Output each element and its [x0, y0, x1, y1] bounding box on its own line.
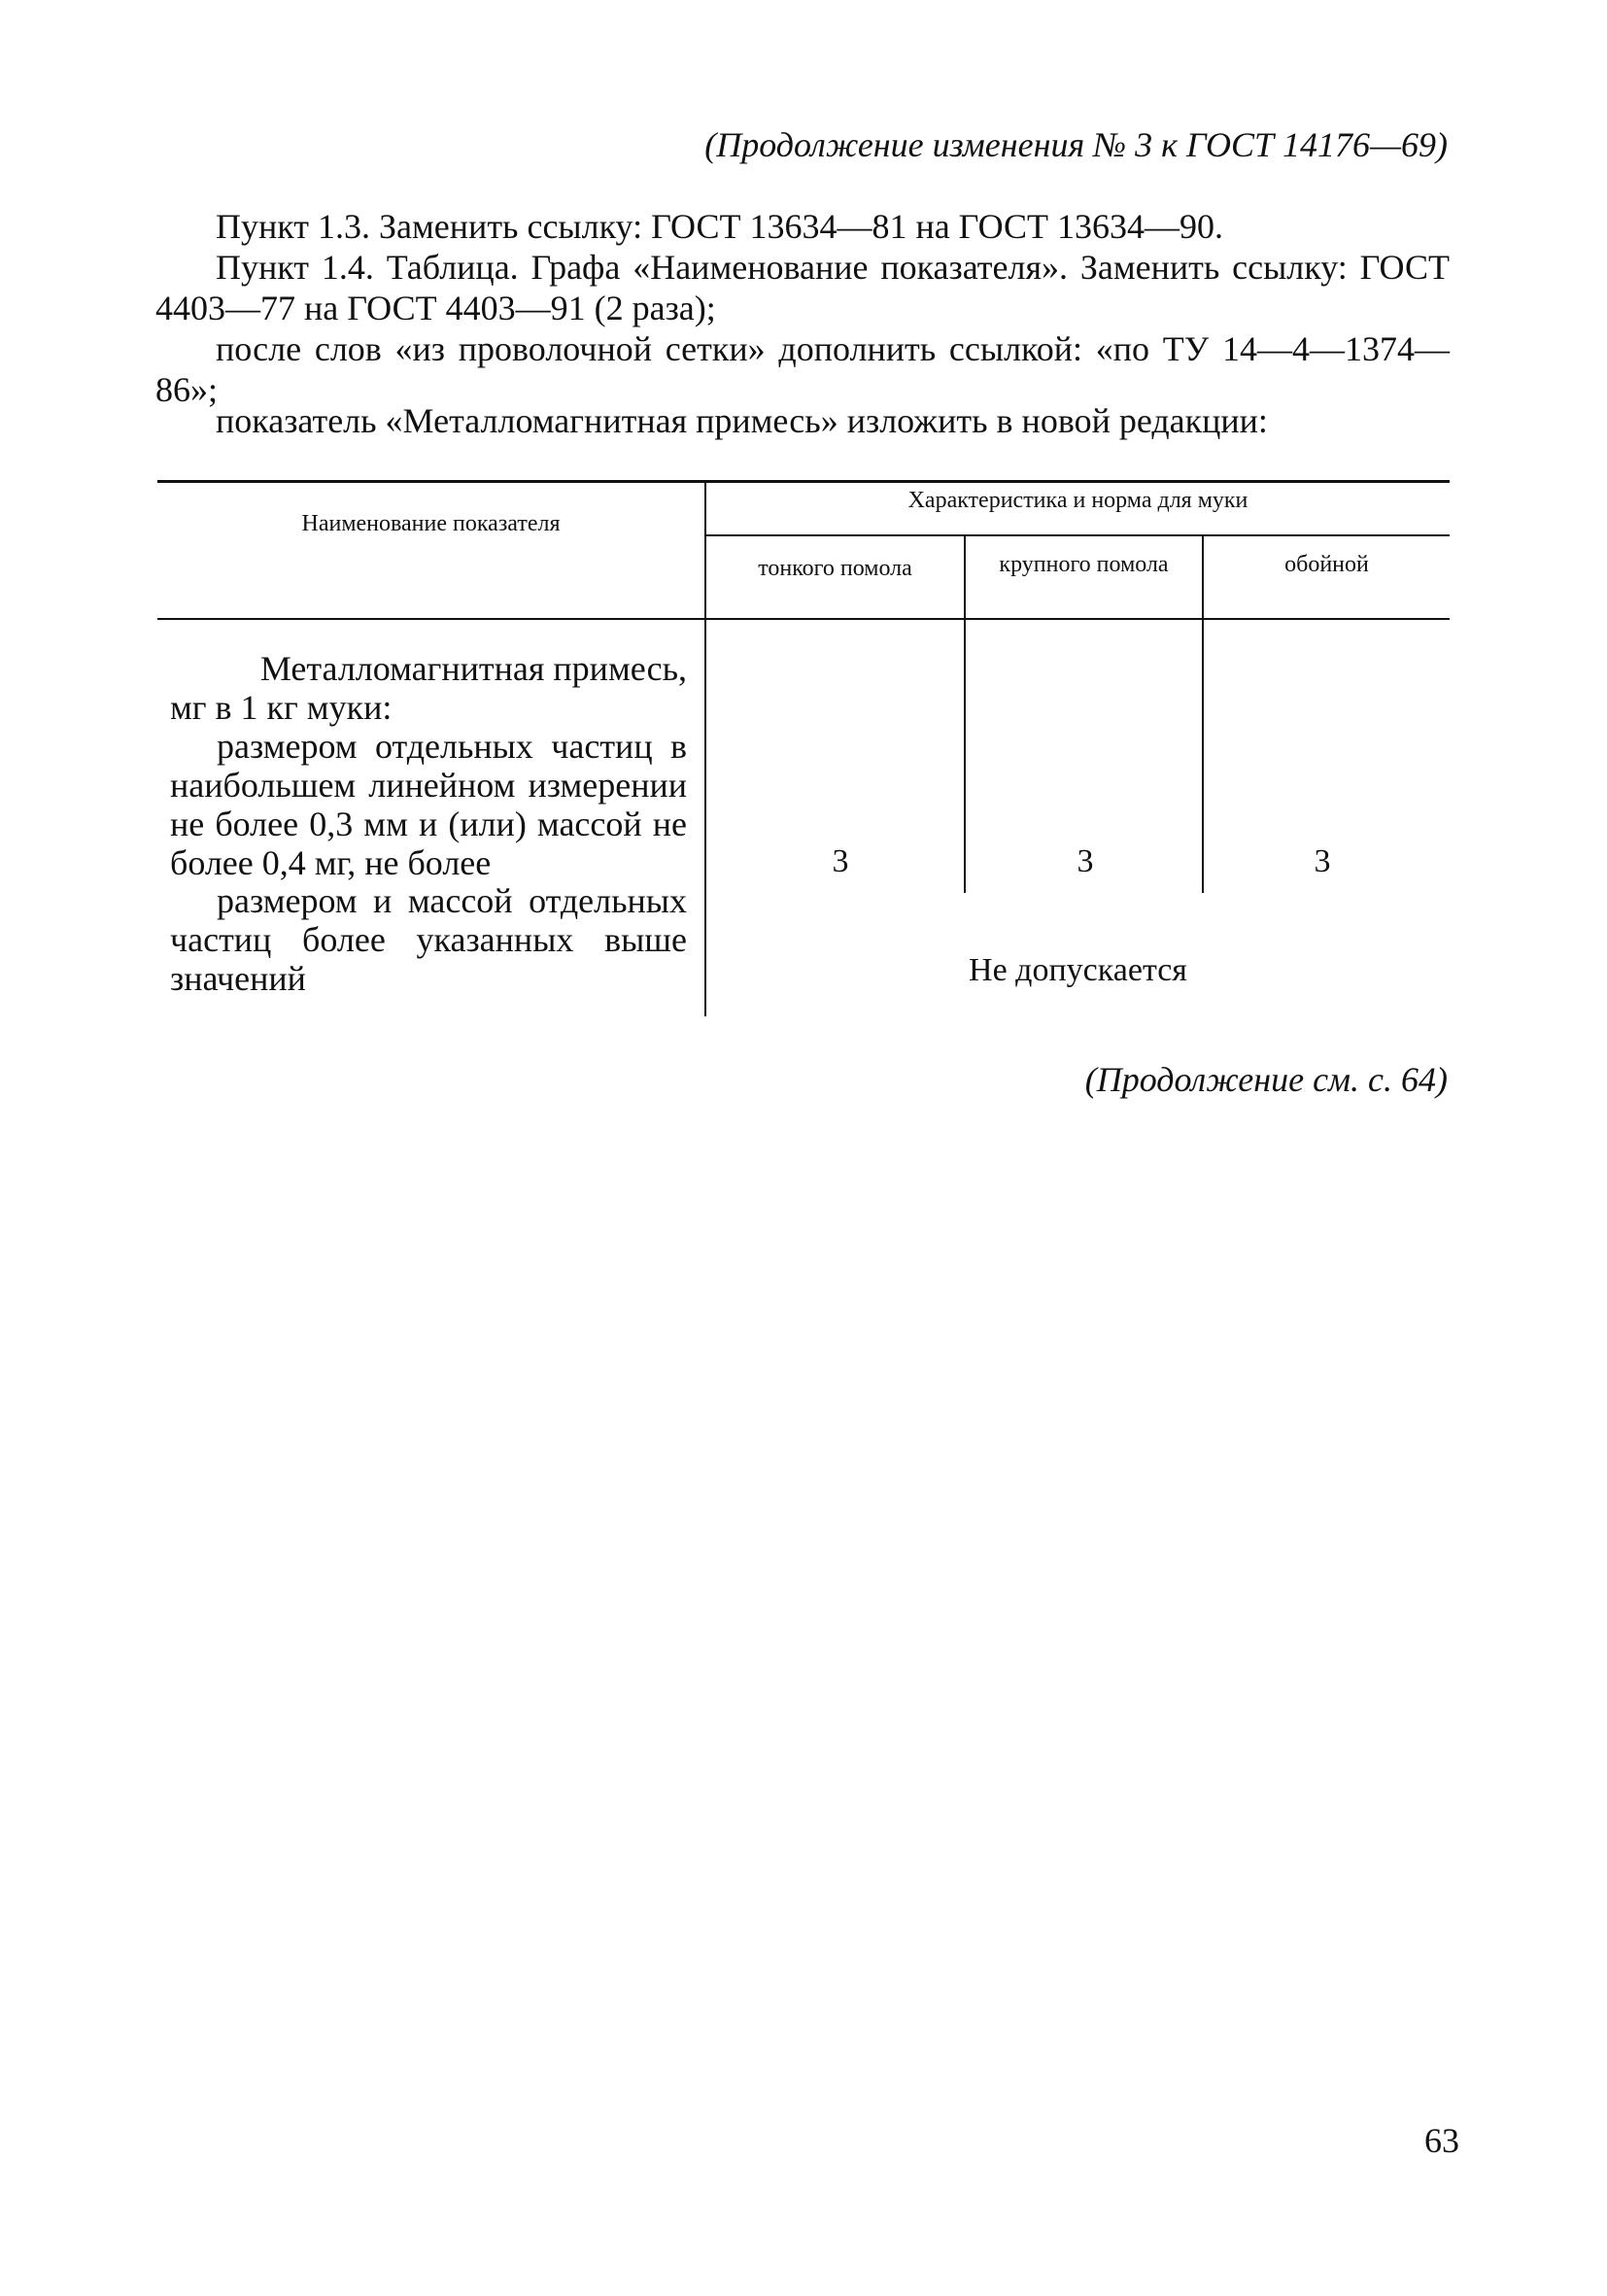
indicator-condition-small-text: размером отдельных частиц в наибольшем линейном измерении не более 0,3 мм и (или) массой не более 0,4 мг, не более	[170, 727, 687, 882]
table-header-bottom-rule	[157, 618, 1450, 620]
indicator-title-line2: мг в 1 кг муки:	[170, 688, 393, 727]
header-coarse-grinding: крупного помола	[999, 552, 1169, 577]
header-wholemeal: обойной	[1284, 552, 1369, 577]
indicator-title-line1: Металломагнитная примесь,	[259, 649, 687, 688]
table-top-rule	[157, 480, 1450, 483]
continuation-footer: (Продолжение см. с. 64)	[1084, 1060, 1448, 1099]
paragraph-reference-addition: после слов «из проволочной сетки» дополнить ссылкой: «по ТУ 14—4—1374—86»;	[155, 329, 1450, 409]
header-fine-grinding: тонкого помола	[758, 556, 912, 581]
header-characteristic-norm: Характеристика и норма для муки	[907, 488, 1248, 513]
indicator-condition-large	[170, 881, 687, 998]
paragraph-item-1-4: Пункт 1.4. Таблица. Графа «Наименование показателя». Заменить ссылку: ГОСТ 4403—77 на ГОСТ 4403—91 (2 раза);	[155, 248, 1450, 327]
page-number: 63	[1424, 2121, 1459, 2160]
value-wholemeal: 3	[1314, 843, 1331, 879]
indicator-condition-small	[170, 727, 687, 882]
paragraph-item-1-3: Пункт 1.3. Заменить ссылку: ГОСТ 13634—81 на ГОСТ 13634—90.	[216, 207, 1224, 246]
continuation-header: (Продолжение изменения № 3 к ГОСТ 14176—69)	[704, 125, 1448, 164]
paragraph-new-edition: показатель «Металломагнитная примесь» изложить в новой редакции:	[216, 401, 1268, 440]
subcolumn-divider-1	[964, 535, 966, 893]
value-coarse-grinding: 3	[1077, 843, 1094, 879]
group-header-rule	[705, 534, 1450, 536]
indicator-title	[170, 649, 687, 727]
subcolumn-divider-2	[1202, 535, 1204, 893]
header-indicator-name: Наименование показателя	[301, 511, 561, 536]
value-fine-grinding: 3	[832, 843, 849, 879]
indicator-condition-large-text: размером и массой отдельных частиц более указанных выше значений	[170, 881, 687, 998]
value-not-allowed: Не допускается	[969, 952, 1187, 988]
